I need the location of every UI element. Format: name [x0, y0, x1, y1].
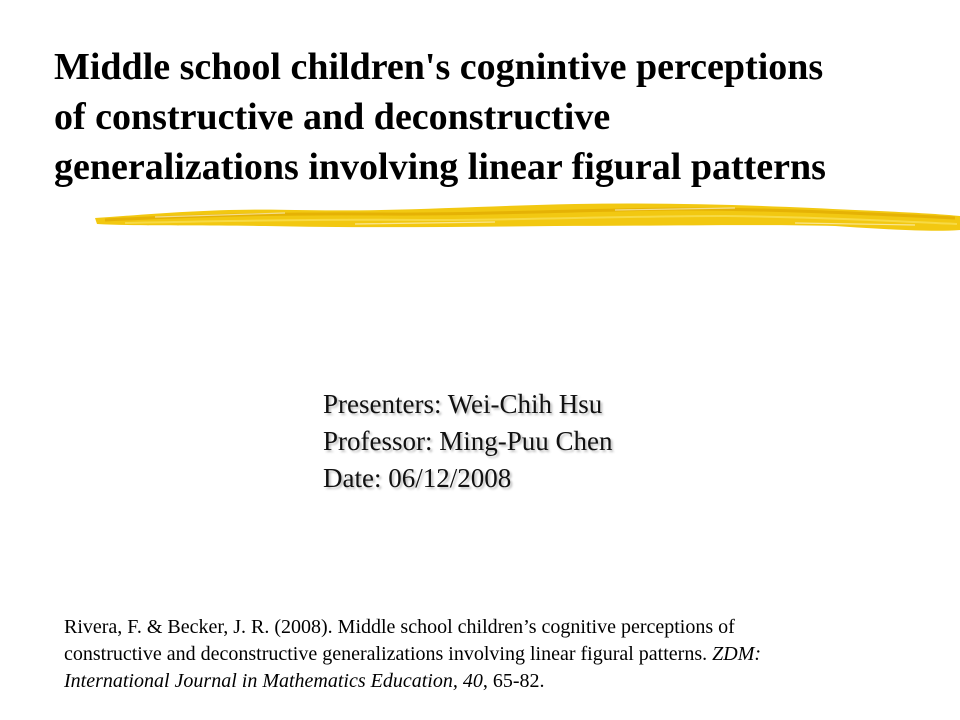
citation-text-2: constructive and deconstructive generalizations involving linear figural patterns.	[64, 643, 713, 665]
citation-pages: , 65-82.	[482, 670, 545, 692]
slide-title	[54, 42, 944, 192]
citation-journal-a: ZDM:	[712, 643, 762, 665]
citation-journal-b: International Journal in Mathematics Education, 40	[64, 670, 483, 692]
presenters-line: Presenters: Wei-Chih Hsu	[323, 389, 603, 419]
citation-text-1: Rivera, F. & Becker, J. R. (2008). Middle school children’s cognitive perceptions of	[64, 616, 735, 638]
title-line-1: Middle school children's cognintive perceptions	[54, 46, 824, 88]
title-line-3: generalizations involving linear figural patterns	[54, 146, 826, 188]
presenter-info	[323, 386, 613, 497]
date-line: Date: 06/12/2008	[323, 463, 512, 493]
title-underline-brushstroke	[95, 196, 960, 242]
title-line-2: of constructive and deconstructive	[54, 96, 611, 138]
reference-citation	[64, 614, 934, 695]
professor-line: Professor: Ming-Puu Chen	[323, 426, 613, 456]
